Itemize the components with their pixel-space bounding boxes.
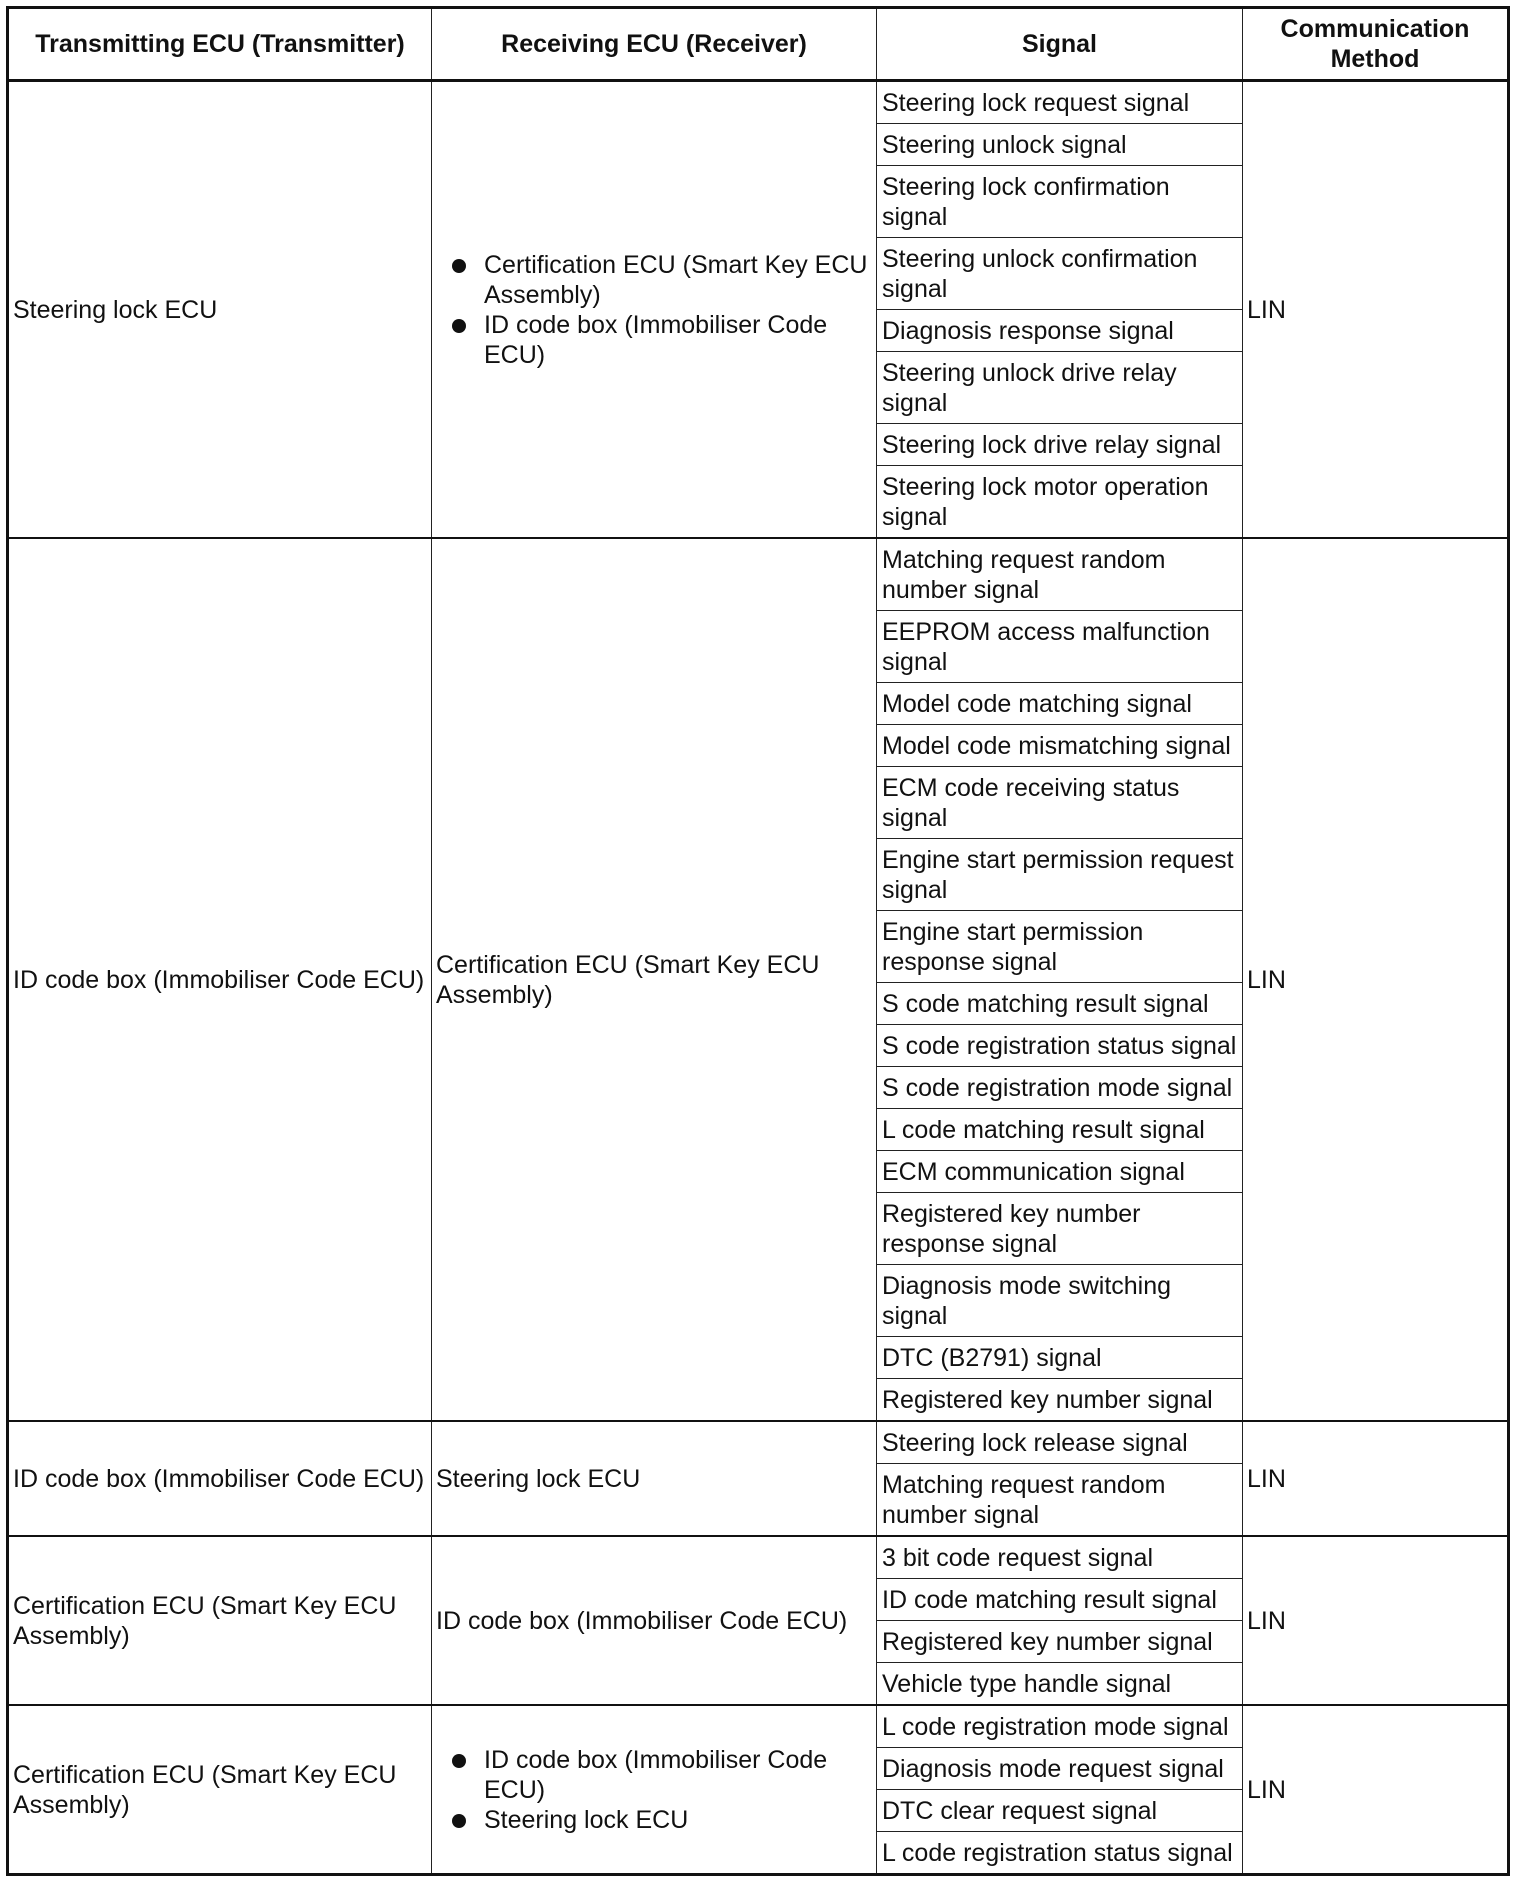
table-row (8, 538, 1509, 611)
signal-cell: Steering unlock signal (877, 124, 1243, 166)
table-header-row (8, 8, 1509, 81)
signal-cell: Engine start permission request signal (877, 839, 1243, 911)
receiver-list-item: ID code box (Immobiliser Code ECU) (484, 310, 872, 370)
transmitter-cell: ID code box (Immobiliser Code ECU) (8, 1421, 432, 1536)
signal-cell: Steering lock release signal (877, 1421, 1243, 1464)
header-transmitter: Transmitting ECU (Transmitter) (8, 8, 432, 81)
signal-cell: EEPROM access malfunction signal (877, 611, 1243, 683)
communication-method-cell: LIN (1243, 1705, 1509, 1875)
receiver-list-item: ID code box (Immobiliser Code ECU) (484, 1745, 872, 1805)
signal-cell: L code registration status signal (877, 1832, 1243, 1875)
table-row (8, 1536, 1509, 1579)
header-communication-method: Communication Method (1243, 8, 1509, 81)
signal-cell: Diagnosis mode switching signal (877, 1265, 1243, 1337)
receiver-text: Steering lock ECU (436, 1465, 641, 1493)
signal-cell: Steering unlock confirmation signal (877, 238, 1243, 310)
receiver-cell (432, 538, 877, 1421)
table-row (8, 1421, 1509, 1464)
communication-method-cell: LIN (1243, 1421, 1509, 1536)
receiver-cell (432, 1705, 877, 1875)
receiver-cell (432, 1421, 877, 1536)
signal-cell: L code matching result signal (877, 1109, 1243, 1151)
receiver-list-item: Certification ECU (Smart Key ECU Assembly) (484, 250, 872, 310)
receiver-cell (432, 81, 877, 539)
signal-cell: Registered key number signal (877, 1621, 1243, 1663)
signal-cell: S code matching result signal (877, 983, 1243, 1025)
transmitter-cell: ID code box (Immobiliser Code ECU) (8, 538, 432, 1421)
receiver-text: ID code box (Immobiliser Code ECU) (436, 1607, 848, 1635)
receiver-text: Certification ECU (Smart Key ECU Assembly) (436, 951, 820, 1009)
receiver-cell (432, 1536, 877, 1705)
signal-cell: Diagnosis mode request signal (877, 1748, 1243, 1790)
receiver-list (436, 250, 872, 370)
transmitter-cell: Steering lock ECU (8, 81, 432, 539)
signal-cell: Model code mismatching signal (877, 725, 1243, 767)
signal-cell: Steering lock request signal (877, 81, 1243, 124)
receiver-list (436, 1745, 872, 1835)
table-row (8, 1705, 1509, 1748)
signal-cell: Registered key number signal (877, 1379, 1243, 1422)
signal-cell: L code registration mode signal (877, 1705, 1243, 1748)
signal-cell: Steering lock drive relay signal (877, 424, 1243, 466)
transmitter-cell: Certification ECU (Smart Key ECU Assembly) (8, 1536, 432, 1705)
header-signal: Signal (877, 8, 1243, 81)
signal-cell: DTC (B2791) signal (877, 1337, 1243, 1379)
signal-cell: Model code matching signal (877, 683, 1243, 725)
header-receiver: Receiving ECU (Receiver) (432, 8, 877, 81)
table-body (8, 81, 1509, 1875)
signal-cell: Diagnosis response signal (877, 310, 1243, 352)
signal-cell: ID code matching result signal (877, 1579, 1243, 1621)
table-row (8, 81, 1509, 124)
signal-cell: S code registration mode signal (877, 1067, 1243, 1109)
signal-cell: Steering lock confirmation signal (877, 166, 1243, 238)
signal-cell: DTC clear request signal (877, 1790, 1243, 1832)
signal-cell: ECM communication signal (877, 1151, 1243, 1193)
transmitter-cell: Certification ECU (Smart Key ECU Assembly) (8, 1705, 432, 1875)
signal-cell: 3 bit code request signal (877, 1536, 1243, 1579)
signal-table-container (6, 6, 1507, 1876)
signal-cell: Steering unlock drive relay signal (877, 352, 1243, 424)
signal-cell: Matching request random number signal (877, 538, 1243, 611)
signal-cell: Registered key number response signal (877, 1193, 1243, 1265)
communication-method-cell: LIN (1243, 1536, 1509, 1705)
signal-cell: Steering lock motor operation signal (877, 466, 1243, 539)
signal-cell: Vehicle type handle signal (877, 1663, 1243, 1706)
signal-cell: S code registration status signal (877, 1025, 1243, 1067)
signal-cell: Matching request random number signal (877, 1464, 1243, 1537)
signal-cell: ECM code receiving status signal (877, 767, 1243, 839)
communication-method-cell: LIN (1243, 538, 1509, 1421)
signal-cell: Engine start permission response signal (877, 911, 1243, 983)
communication-method-cell: LIN (1243, 81, 1509, 539)
communication-signal-table (6, 6, 1510, 1876)
receiver-list-item: Steering lock ECU (484, 1805, 872, 1835)
